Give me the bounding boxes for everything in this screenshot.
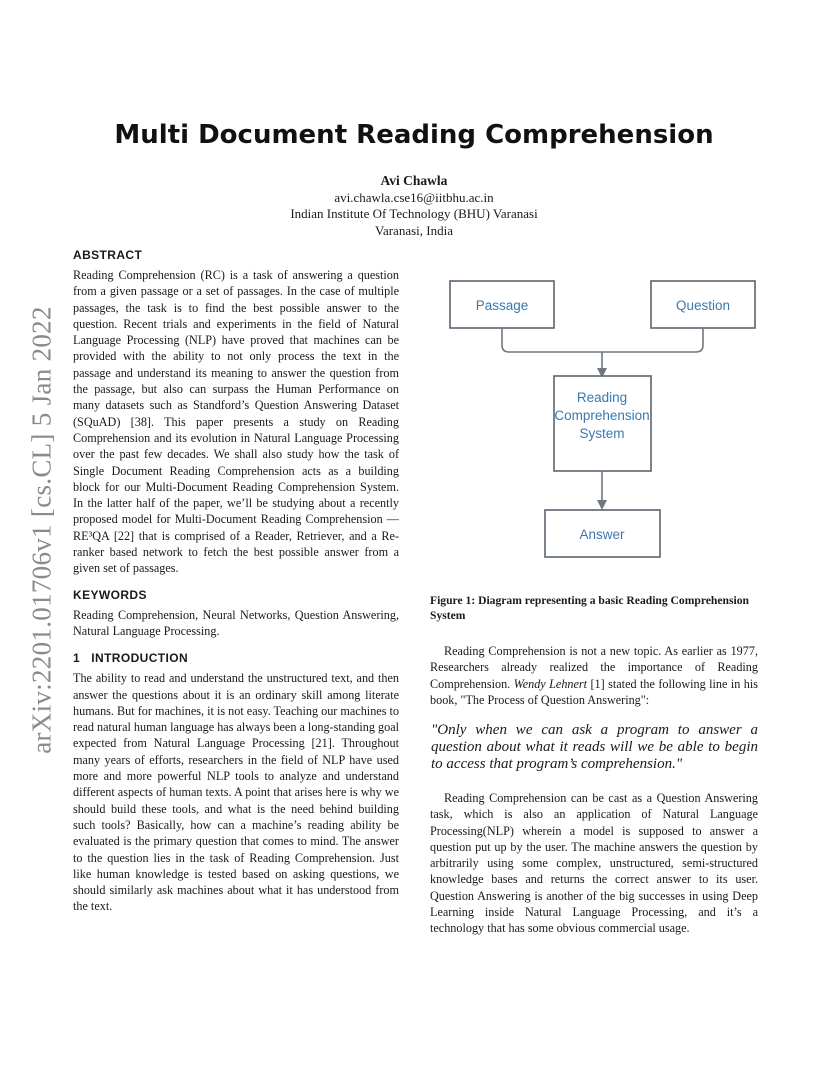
answer-label: Answer: [579, 527, 625, 542]
question-label: Question: [675, 298, 731, 313]
keywords-text: Reading Comprehension, Neural Networks, Question Answering, Natural Language Processing.: [73, 607, 399, 638]
paragraph-question-answering: Reading Comprehension can be cast as a Question Answering task, which is also an application of Natural Language Processing(NLP) wherein a model is supposed to answer a question put up by the user. The machine answers the question by arbitrarily using some complex, unstructured, semi-structured knowledge bases and returns the correct answer to its user. Question Answering is another of the big successes in using Deep Learning inside Natural Language Processing, and it’s a technology that has some obvious commercial usage.: [430, 791, 758, 936]
abstract-text: Reading Comprehension (RC) is a task of answering a question from a given passage or a set of passages. In the case of multiple passages, the task is to find the best possible answer to the question. Recent trials and experiments in the field of Natural Language Processing (NLP) have proved that machines can be provided with the ability to not only process the text in the passage and understand its meaning to answer the question from the passage, but also can surpass the Human Performance on many datasets such as Standford’s Question Answering Dataset (SQuAD) [38]. This paper presents a study on Reading Comprehension and its evolution in Natural Language Processing over the past few decades. We shall also study how the task of Single Document Reading Comprehension acts as a building block for our Multi-Document Reading Comprehension System. In the latter half of the paper, we’ll be studying about a recently proposed model for Multi-Document Reading Comprehension — RE³QA [22] that is comprised of a Reader, Retriever, and a Re-ranker based network to fetch the best possible answer from a given set of passages.: [73, 268, 399, 576]
system-label-line-1: Reading: [576, 390, 628, 405]
system-label-line-2: Comprehension: [554, 408, 650, 423]
introduction-text: The ability to read and understand the unstructured text, and then answer the questions about it is an ordinary skill among literate humans. But for machines, it is not easy. Teaching our machines to read natural human language has always been a long-standing goal expected from Natural Language Processing [21]. Throughout many years of efforts, researchers in the field of NLP have used more and more powerful NLP tools to analyze and understand different aspects of human texts. A point that arises here is why we should build these tools, and what is the need behind building such tools? Basically, how can a machine’s reading ability be evaluated is the primary question that comes to mind. The answer to the question lies in the task of Reading Comprehension. Just like human knowledge is tested based on asking questions, we should similarly ask machines about what it has understood from the text.: [73, 671, 399, 914]
right-paragraph-2: [430, 790, 758, 937]
author-name: Avi Chawla: [380, 173, 448, 188]
arxiv-identifier: [22, 300, 62, 760]
author-location: Varanasi, India: [375, 222, 453, 238]
abstract-heading: ABSTRACT: [73, 248, 143, 262]
right-paragraph-1: [430, 643, 758, 708]
author-email: avi.chawla.cse16@iitbhu.ac.in: [334, 189, 494, 205]
figure-caption: Figure 1: Diagram representing a basic Reading Comprehension System: [430, 594, 749, 622]
keywords-heading: KEYWORDS: [73, 587, 147, 602]
author-affiliation: Indian Institute Of Technology (BHU) Varanasi: [290, 206, 538, 221]
section-title: INTRODUCTION: [91, 651, 189, 666]
paper-title: Multi Document Reading Comprehension: [114, 120, 714, 150]
paragraph-lehnert-before: Reading Comprehension is not a new topic. As earlier as 1977, Researchers already realized the importance of Reading Comprehension.: [430, 644, 758, 691]
author-reference: Wendy Lehnert: [513, 676, 588, 691]
passage-label: Passage: [475, 298, 529, 313]
merge-connector: [502, 328, 703, 352]
block-quote: "Only when we can ask a program to answer a question about what it reads will we be able to begin to access that program’s comprehension.": [431, 722, 758, 772]
author-block: [0, 173, 828, 239]
system-label-line-3: System: [579, 426, 625, 441]
figure-1-diagram: [430, 270, 760, 570]
introduction-heading: [73, 651, 399, 665]
left-column: [73, 248, 399, 915]
paragraph-lehnert: [430, 643, 758, 708]
arxiv-identifier-text: arXiv:2201.01706v1 [cs.CL] 5 Jan 2022: [26, 306, 57, 754]
paragraph-lehnert-after: [1] stated the following line in his book, "The Process of Question Answering":: [430, 676, 758, 707]
section-number: 1: [73, 651, 81, 666]
